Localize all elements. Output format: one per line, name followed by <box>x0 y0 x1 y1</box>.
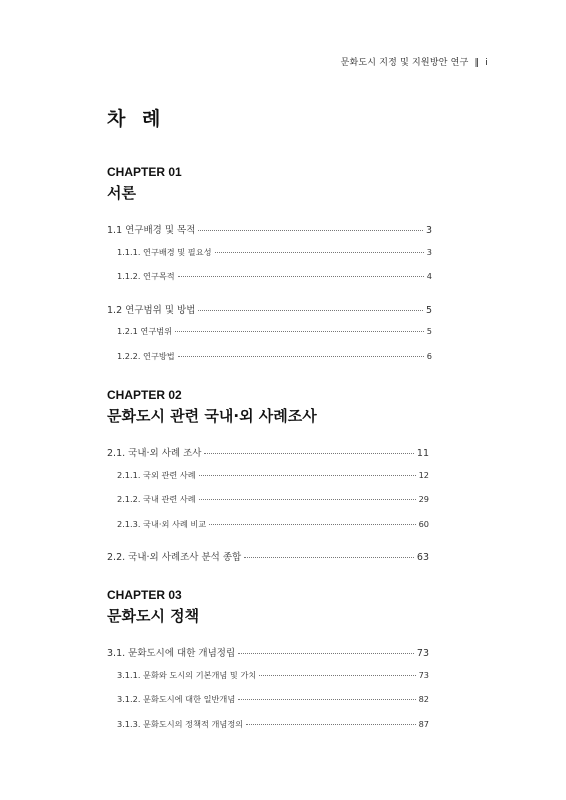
entry-label: 1.1.2. 연구목적 <box>117 271 175 281</box>
entry-label: 3.1.1. 문화와 도시의 기본개념 및 가치 <box>117 669 257 680</box>
dot-leader <box>244 557 414 558</box>
dot-leader <box>198 230 423 231</box>
entry-page: 12 <box>418 469 429 480</box>
chapter-01 <box>107 165 432 375</box>
toc-entries <box>107 445 429 574</box>
dot-leader <box>246 724 415 725</box>
entry-label: 2.1.2. 국내 관련 사례 <box>117 494 196 504</box>
running-header <box>341 55 488 68</box>
header-page-number: i <box>485 58 488 68</box>
dot-leader <box>238 699 415 700</box>
chapter-title: 문화도시 관련 국내·외 사례조사 <box>107 407 317 425</box>
entry-page: 11 <box>416 448 429 459</box>
entry-page: 87 <box>418 718 429 729</box>
entry-page: 82 <box>418 694 429 704</box>
toc-entry[interactable] <box>107 670 429 695</box>
toc-entry[interactable] <box>107 470 429 495</box>
chapter-03 <box>107 588 429 743</box>
toc-entry[interactable] <box>107 445 429 470</box>
toc-entry[interactable] <box>107 222 432 247</box>
entry-label: 1.2.1 연구범위 <box>117 326 173 336</box>
entry-label: 2.1.1. 국외 관련 사례 <box>117 469 196 480</box>
dot-leader <box>175 331 424 332</box>
toc-entry[interactable] <box>107 247 432 272</box>
toc-entry[interactable] <box>107 719 429 744</box>
dot-leader <box>238 653 414 654</box>
header-separator: ‖ <box>474 58 480 68</box>
dot-leader <box>199 475 416 476</box>
dot-leader <box>198 310 423 311</box>
toc-entry[interactable] <box>107 271 432 296</box>
chapter-title: 서론 <box>107 184 136 202</box>
entry-page: 73 <box>418 669 429 680</box>
chapter-number: CHAPTER 01 <box>107 165 182 179</box>
entry-label: 3.1. 문화도시에 대한 개념정립 <box>107 648 236 659</box>
dot-leader <box>199 499 416 500</box>
chapter-number: CHAPTER 02 <box>107 388 182 402</box>
entry-page: 3 <box>425 225 432 236</box>
chapter-title: 문화도시 정책 <box>107 607 200 625</box>
entry-label: 1.2.2. 연구방법 <box>117 350 175 361</box>
entry-page: 5 <box>425 304 432 316</box>
entry-page: 5 <box>426 326 432 336</box>
dot-leader <box>204 453 413 454</box>
entry-page: 73 <box>416 648 429 659</box>
toc-entry[interactable] <box>107 645 429 670</box>
toc-title: 차 례 <box>107 108 166 130</box>
entry-page: 29 <box>418 494 429 504</box>
dot-leader <box>259 675 415 676</box>
toc-entry[interactable] <box>107 351 432 376</box>
chapter-number: CHAPTER 03 <box>107 588 182 602</box>
entry-label: 1.2 연구범위 및 방법 <box>107 304 196 316</box>
entry-label: 1.1 연구배경 및 목적 <box>107 225 196 236</box>
toc-entries <box>107 645 429 743</box>
chapter-02 <box>107 388 429 574</box>
toc-entry[interactable] <box>107 549 429 574</box>
dot-leader <box>178 276 424 277</box>
entry-page: 63 <box>416 552 429 563</box>
toc-entries <box>107 222 432 375</box>
entry-label: 1.1.1. 연구배경 및 필요성 <box>117 246 212 257</box>
entry-label: 3.1.3. 문화도시의 정책적 개념정의 <box>117 718 244 729</box>
entry-label: 2.1. 국내·외 사례 조사 <box>107 448 202 459</box>
entry-page: 4 <box>426 271 432 281</box>
toc-entry[interactable] <box>107 326 432 351</box>
dot-leader <box>215 252 424 253</box>
toc-entry[interactable] <box>107 694 429 719</box>
toc-entry[interactable] <box>107 519 429 544</box>
entry-page: 60 <box>418 518 429 529</box>
entry-page: 6 <box>426 350 432 361</box>
dot-leader <box>178 356 424 357</box>
entry-label: 2.1.3. 국내·외 사례 비교 <box>117 518 207 529</box>
entry-label: 3.1.2. 문화도시에 대한 일반개념 <box>117 694 236 704</box>
entry-page: 3 <box>426 246 432 257</box>
entry-label: 2.2. 국내·외 사례조사 분석 종합 <box>107 552 242 563</box>
toc-entry[interactable] <box>107 494 429 519</box>
toc-entry[interactable] <box>107 302 432 327</box>
dot-leader <box>209 524 415 525</box>
running-title: 문화도시 지정 및 지원방안 연구 <box>340 58 469 68</box>
